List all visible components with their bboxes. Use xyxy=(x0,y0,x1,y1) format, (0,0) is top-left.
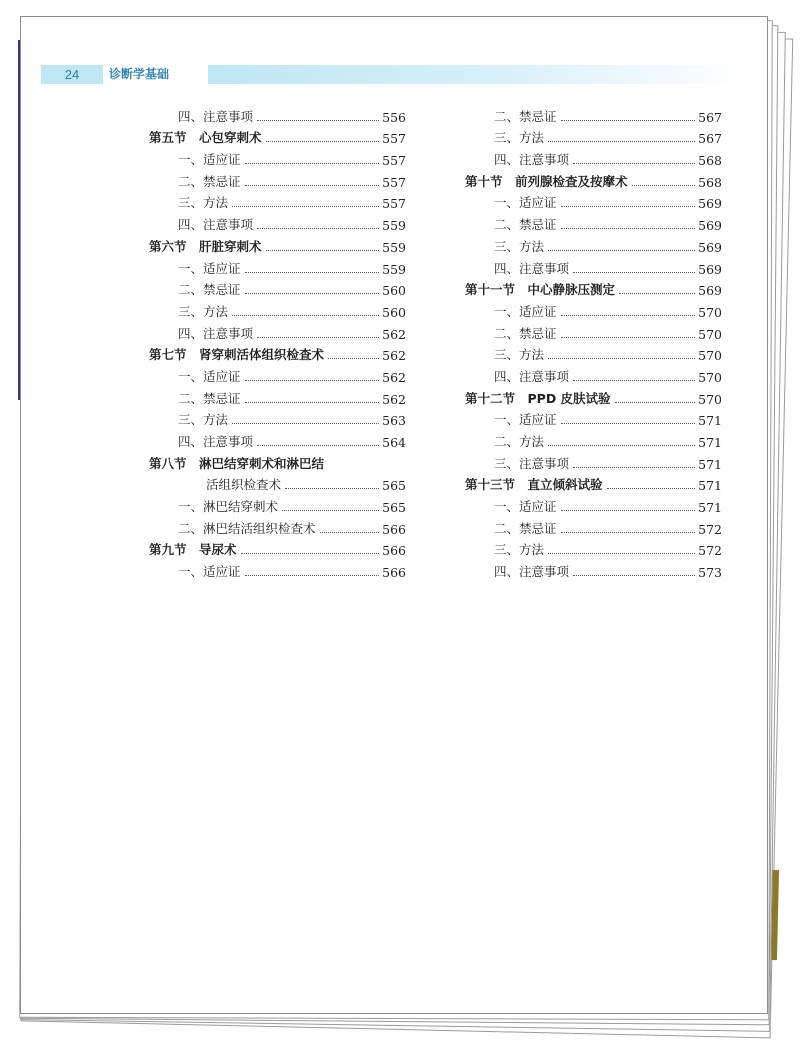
toc-entry-title: 一、淋巴结穿刺术 xyxy=(178,499,279,515)
toc-entry-title: 一、适应证 xyxy=(178,564,241,580)
toc-section-entry xyxy=(149,450,406,472)
toc-section-entry xyxy=(149,342,406,364)
toc-entry-title: 活组织检查术 xyxy=(206,477,282,493)
toc-entry-page: 559 xyxy=(382,218,406,234)
toc-entry-title: 四、注意事项 xyxy=(494,260,570,276)
dot-leader xyxy=(257,337,379,338)
toc-entry-title: 第十二节 PPD 皮肤试验 xyxy=(465,390,611,406)
toc-entry xyxy=(465,146,722,168)
toc-entry xyxy=(465,125,722,147)
dot-leader xyxy=(573,163,695,164)
toc-entry-page: 563 xyxy=(382,413,406,429)
toc-entry-page: 571 xyxy=(698,435,722,450)
toc-entry-title: 一、适应证 xyxy=(494,303,557,319)
dot-leader xyxy=(266,141,380,142)
toc-entry-page: 567 xyxy=(698,109,722,125)
toc-entry-page: 560 xyxy=(382,304,406,320)
toc-entry-page: 557 xyxy=(382,196,406,212)
dot-leader xyxy=(245,575,380,576)
toc-entry-page: 564 xyxy=(382,435,406,450)
dot-leader xyxy=(548,445,695,446)
toc-section-entry xyxy=(465,472,722,494)
toc-entry-page: 568 xyxy=(698,153,722,169)
toc-section-entry xyxy=(149,472,406,494)
toc-entry xyxy=(149,190,406,212)
dot-leader xyxy=(245,293,380,294)
toc-entry-title: 二、禁忌证 xyxy=(494,217,557,233)
toc-entry-title: 三、方法 xyxy=(178,412,229,428)
toc-section-entry xyxy=(465,168,722,190)
toc-entry xyxy=(149,277,406,299)
dot-leader xyxy=(245,163,380,164)
toc-entry-title: 一、适应证 xyxy=(494,412,557,428)
toc-entry xyxy=(149,385,406,407)
toc-entry-page: 557 xyxy=(382,153,406,169)
toc-entry xyxy=(149,320,406,342)
toc-entry-page: 571 xyxy=(698,456,722,472)
toc-entry-page: 565 xyxy=(382,500,406,516)
toc-entry-title: 第九节 导尿术 xyxy=(149,542,237,558)
dot-leader xyxy=(232,206,379,207)
toc-entry xyxy=(465,515,722,537)
dot-leader xyxy=(548,141,695,142)
toc-page xyxy=(20,16,768,1014)
toc-entry xyxy=(465,320,722,342)
dot-leader xyxy=(548,553,695,554)
dot-leader xyxy=(266,250,380,251)
toc-entry-title: 三、注意事项 xyxy=(494,455,570,471)
toc-section-entry xyxy=(465,277,722,299)
toc-entry-page: 559 xyxy=(382,239,406,255)
toc-entry xyxy=(465,255,722,277)
dot-leader xyxy=(561,120,696,121)
book-title: 诊断学基础 xyxy=(109,67,170,81)
toc-entry-page: 568 xyxy=(698,174,722,190)
toc-entry xyxy=(149,298,406,320)
dot-leader xyxy=(285,488,379,489)
toc-column-right xyxy=(465,103,722,580)
toc-entry-page: 569 xyxy=(698,196,722,212)
toc-entry-page: 562 xyxy=(382,391,406,407)
dot-leader xyxy=(561,315,696,316)
toc-entry-page: 566 xyxy=(382,565,406,581)
toc-entry-title: 一、适应证 xyxy=(178,368,241,384)
toc-entry-page: 569 xyxy=(698,218,722,234)
toc-entry-title: 四、注意事项 xyxy=(494,564,570,580)
toc-entry xyxy=(149,103,406,125)
toc-entry-page: 569 xyxy=(698,261,722,277)
dot-leader xyxy=(257,445,379,446)
toc-entry-title: 四、注意事项 xyxy=(178,434,254,449)
dot-leader xyxy=(245,272,380,273)
toc-entry-title: 三、方法 xyxy=(178,195,229,211)
toc-entry-page: 570 xyxy=(698,348,722,364)
toc-entry-page: 570 xyxy=(698,369,722,385)
dot-leader xyxy=(607,488,696,489)
toc-entry-title: 四、注意事项 xyxy=(494,368,570,384)
toc-section-entry xyxy=(149,537,406,559)
toc-entry-title: 一、适应证 xyxy=(178,260,241,276)
toc-entry-title: 三、方法 xyxy=(494,238,545,254)
toc-entry xyxy=(465,342,722,364)
toc-section-entry xyxy=(149,125,406,147)
toc-entry xyxy=(465,103,722,125)
toc-entry-title: 第十节 前列腺检查及按摩术 xyxy=(465,173,628,189)
toc-entry-page: 571 xyxy=(698,413,722,429)
dot-leader xyxy=(561,510,696,511)
toc-entry-title: 二、禁忌证 xyxy=(178,390,241,406)
toc-entry-page: 557 xyxy=(382,131,406,147)
toc-entry-title: 二、禁忌证 xyxy=(178,173,241,189)
toc-entry-title: 一、适应证 xyxy=(178,152,241,168)
toc-entry-page: 559 xyxy=(382,261,406,277)
toc-entry xyxy=(465,211,722,233)
toc-entry-title: 第十三节 直立倾斜试验 xyxy=(465,477,603,493)
toc-entry-title: 第七节 肾穿刺活体组织检查术 xyxy=(149,347,325,363)
toc-entry-page: 569 xyxy=(698,283,722,299)
toc-entry-page: 570 xyxy=(698,304,722,320)
toc-entry-title: 四、注意事项 xyxy=(178,325,254,341)
toc-entry xyxy=(149,211,406,233)
toc-entry-page: 571 xyxy=(698,500,722,516)
dot-leader xyxy=(232,423,379,424)
toc-entry-page: 573 xyxy=(698,565,722,581)
toc-entry-title: 二、禁忌证 xyxy=(494,108,557,124)
toc-entry-title: 二、方法 xyxy=(494,434,545,449)
toc-entry-page: 556 xyxy=(382,109,406,125)
toc-entry-page: 566 xyxy=(382,543,406,559)
dot-leader xyxy=(257,120,379,121)
dot-leader xyxy=(573,575,695,576)
toc-entry xyxy=(465,537,722,559)
dot-leader xyxy=(282,510,379,511)
toc-entry-title: 二、禁忌证 xyxy=(494,325,557,341)
toc-entry-title: 四、注意事项 xyxy=(494,152,570,168)
toc-entry-title: 三、方法 xyxy=(178,303,229,319)
dot-leader xyxy=(245,185,380,186)
dot-leader xyxy=(561,337,696,338)
dot-leader xyxy=(632,185,696,186)
toc-entry xyxy=(465,233,722,255)
toc-entry-title: 第八节 淋巴结穿刺术和淋巴结 xyxy=(149,455,325,471)
dot-leader xyxy=(245,402,380,403)
toc-entry-title: 三、方法 xyxy=(494,542,545,558)
toc-entry-page: 569 xyxy=(698,239,722,255)
toc-entry-page: 557 xyxy=(382,174,406,190)
toc-section-entry xyxy=(149,233,406,255)
toc-entry xyxy=(465,428,722,450)
toc-entry-title: 一、适应证 xyxy=(494,195,557,211)
toc-entry xyxy=(465,298,722,320)
toc-entry-title: 一、适应证 xyxy=(494,499,557,515)
dot-leader xyxy=(561,228,696,229)
toc-entry xyxy=(465,493,722,515)
toc-entry xyxy=(465,363,722,385)
toc-entry-page: 572 xyxy=(698,543,722,559)
toc-entry-title: 二、禁忌证 xyxy=(494,520,557,536)
toc-entry xyxy=(149,146,406,168)
toc-entry-page: 570 xyxy=(698,391,722,407)
toc-entry xyxy=(465,450,722,472)
toc-entry-page: 571 xyxy=(698,478,722,494)
toc-entry-page: 567 xyxy=(698,131,722,147)
dot-leader xyxy=(573,467,695,468)
toc-entry-page: 560 xyxy=(382,283,406,299)
toc-entry xyxy=(149,255,406,277)
toc-entry-title: 二、禁忌证 xyxy=(178,282,241,298)
toc-entry-page: 570 xyxy=(698,326,722,342)
toc-entry-title: 第五节 心包穿刺术 xyxy=(149,130,262,146)
toc-entry-title: 四、注意事项 xyxy=(178,217,254,233)
toc-entry-page: 562 xyxy=(382,326,406,342)
dot-leader xyxy=(561,532,696,533)
toc-entry-title: 第十一节 中心静脉压测定 xyxy=(465,282,616,298)
toc-entry-title: 四、注意事项 xyxy=(178,108,254,124)
dot-leader xyxy=(561,423,696,424)
dot-leader xyxy=(245,380,380,381)
toc-entry-page: 562 xyxy=(382,369,406,385)
toc-entry xyxy=(149,407,406,429)
dot-leader xyxy=(232,315,379,316)
toc-entry-title: 三、方法 xyxy=(494,347,545,363)
dot-leader xyxy=(548,358,695,359)
toc-entry-title: 第六节 肝脏穿刺术 xyxy=(149,238,262,254)
toc-entry xyxy=(465,558,722,580)
toc-entry xyxy=(149,363,406,385)
toc-entry xyxy=(465,407,722,429)
dot-leader xyxy=(548,250,695,251)
toc-entry-title: 三、方法 xyxy=(494,130,545,146)
page-number: 24 xyxy=(41,65,103,84)
toc-entry xyxy=(149,168,406,190)
toc-entry-page: 566 xyxy=(382,521,406,537)
dot-leader xyxy=(619,293,695,294)
page-header xyxy=(41,65,741,84)
toc-entry xyxy=(465,190,722,212)
dot-leader xyxy=(328,358,379,359)
dot-leader xyxy=(573,272,695,273)
dot-leader xyxy=(573,380,695,381)
toc-entry-page: 562 xyxy=(382,348,406,364)
toc-entry-page: 572 xyxy=(698,521,722,537)
toc-entry-page: 565 xyxy=(382,478,406,494)
dot-leader xyxy=(241,553,380,554)
toc-column-left xyxy=(149,103,406,580)
toc-section-entry xyxy=(465,385,722,407)
toc-entry-title: 二、淋巴结活组织检查术 xyxy=(178,520,316,536)
toc-entry xyxy=(149,493,406,515)
toc-entry xyxy=(149,428,406,450)
dot-leader xyxy=(561,206,696,207)
dot-leader xyxy=(320,532,380,533)
header-bar xyxy=(208,65,741,84)
dot-leader xyxy=(615,402,696,403)
toc-entry xyxy=(149,558,406,580)
toc-entry xyxy=(149,515,406,537)
dot-leader xyxy=(257,228,379,229)
